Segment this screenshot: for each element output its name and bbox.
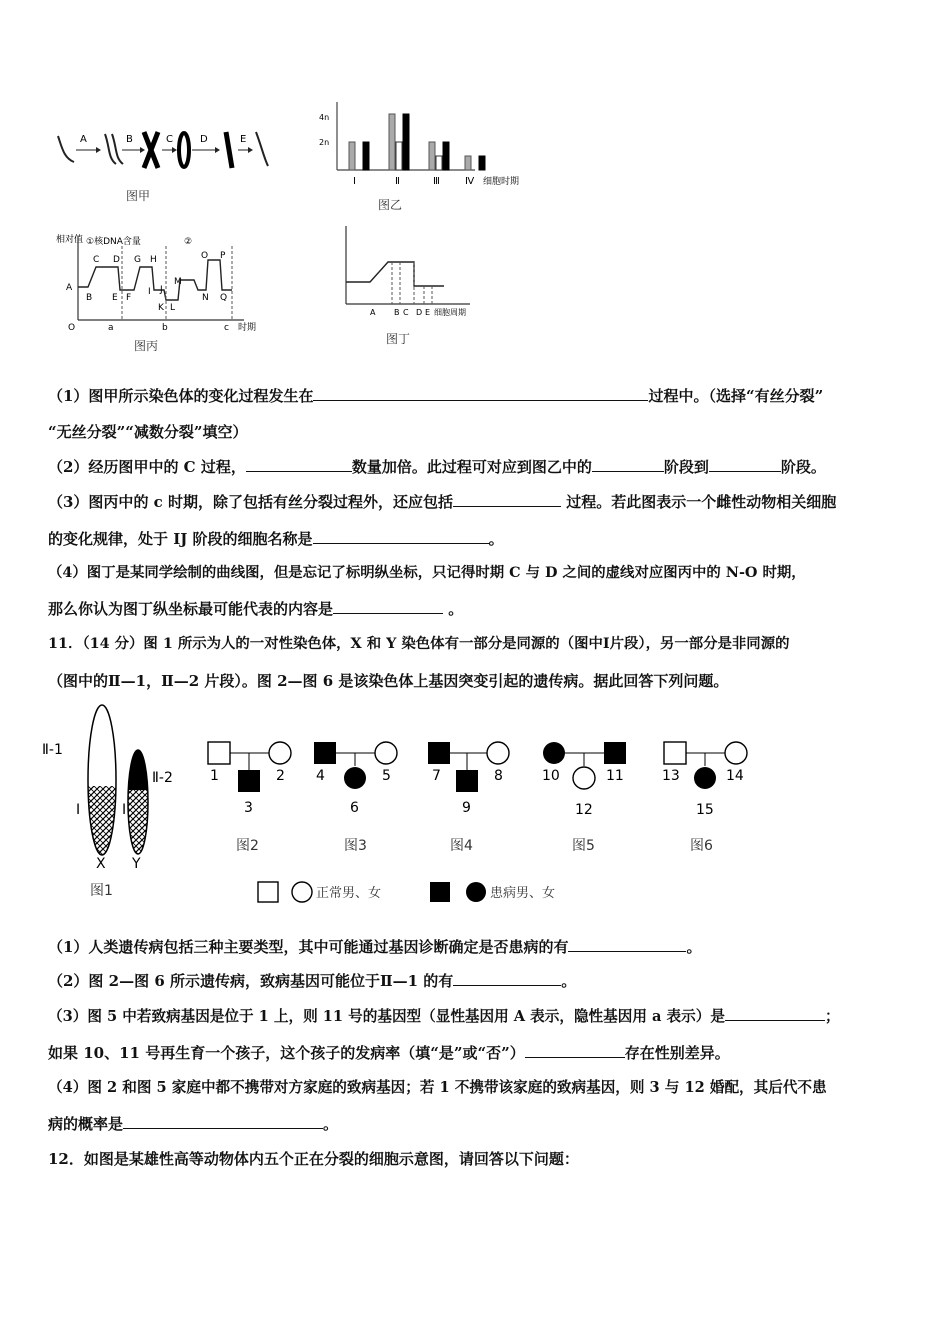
x-tick-3: Ⅲ xyxy=(433,176,440,187)
answer-blank-s3-1[interactable] xyxy=(725,1006,825,1021)
s1-line xyxy=(48,937,701,957)
figure-1 xyxy=(40,702,200,902)
bar-Ⅱ-b xyxy=(396,142,402,170)
p11-line2 xyxy=(48,671,728,691)
pedigree-legend xyxy=(254,878,594,908)
s4-text-a: （4）图 2 和图 5 家庭中都不携带对方家庭的致病基因；若 1 不携带该家庭的致病基因，则 3 与 12 婚配，其后代不患 xyxy=(48,1079,827,1096)
p11-text-b: （图中的Ⅱ—1，Ⅱ—2 片段）。图 2—图 6 是该染色体上基因突变引起的遗传病。据此回答下列问题。 xyxy=(48,672,729,690)
member-5: 5 xyxy=(382,768,391,784)
s2-text-a: （2）图 2—图 6 所示遗传病，致病基因可能位于Ⅱ—1 的有 xyxy=(48,972,454,990)
answer-blank-q3-2[interactable] xyxy=(313,529,489,544)
member-15: 15 xyxy=(696,802,714,818)
answer-blank-q1[interactable] xyxy=(313,386,648,401)
bar-Ⅱ-a xyxy=(389,114,395,170)
pt-Q: Q xyxy=(220,293,228,303)
line-chart-bing xyxy=(56,232,276,332)
caption-fig4: 图4 xyxy=(450,838,473,854)
x-mark-a: a xyxy=(108,323,114,332)
bar-chart-yi xyxy=(315,98,545,193)
pedigree-charts xyxy=(196,736,776,866)
q2-text-b: 数量加倍。此过程可对应到图乙中的 xyxy=(351,458,592,476)
x-tick-2: Ⅱ xyxy=(395,176,400,187)
caption-fig2: 图2 xyxy=(236,838,259,854)
caption-jia: 图甲 xyxy=(126,189,151,203)
member-3: 3 xyxy=(244,800,253,816)
x-mark-e: E xyxy=(425,308,431,317)
x-tick-1: Ⅰ xyxy=(353,176,356,187)
q3-text-a: （3）图丙中的 c 时期，除了包括有丝分裂过程外，还应包括 xyxy=(48,493,454,511)
x-mark-c: C xyxy=(403,308,409,317)
caption-yi: 图乙 xyxy=(378,198,403,212)
figure-bing xyxy=(56,232,276,332)
bar-Ⅲ-a xyxy=(429,142,435,170)
legend-normal: 正常男、女 xyxy=(316,886,382,901)
answer-blank-s1[interactable] xyxy=(568,937,686,952)
pedigrees xyxy=(196,736,776,866)
bar-Ⅲ-c xyxy=(443,142,449,170)
s4-line1 xyxy=(48,1078,827,1098)
p12-text: 12．如图是某雄性高等动物体内五个正在分裂的细胞示意图，请回答以下问题： xyxy=(48,1150,579,1168)
sex-chromosome-diagram xyxy=(40,702,200,902)
p11-line1 xyxy=(48,634,789,654)
q2-line xyxy=(48,457,826,477)
s1-text-a: （1）人类遗传病包括三种主要类型，其中可能通过基因诊断确定是否患病的有 xyxy=(48,938,569,956)
s3-text-c: 如果 10、11 号再生育一个孩子，这个孩子的发病率（填“是”或“否”） xyxy=(48,1044,525,1062)
label-i-y: Ⅰ xyxy=(122,802,127,818)
pt-F: F xyxy=(126,293,132,303)
member-8: 8 xyxy=(494,768,503,784)
pt-K: K xyxy=(158,303,164,313)
pedigree-fig6 xyxy=(662,742,747,854)
s3-line1 xyxy=(48,1006,840,1027)
x-mark-b: b xyxy=(162,323,168,332)
label-ii-2: Ⅱ-2 xyxy=(152,770,173,786)
bar-Ⅳ-c xyxy=(479,156,485,170)
q1-line1 xyxy=(48,386,823,406)
label-ii-1: Ⅱ-1 xyxy=(42,742,63,758)
q4-line1 xyxy=(48,563,806,583)
member-9: 9 xyxy=(462,800,471,816)
legend-svg xyxy=(254,878,594,908)
member-14: 14 xyxy=(726,768,744,784)
line-chart-ding xyxy=(340,222,500,322)
q2-text-c: 阶段到 xyxy=(663,458,709,476)
x-axis-label: 细胞时期 xyxy=(483,177,520,187)
q3-text-b: 过程。若此图表示一个雌性动物相关细胞 xyxy=(561,493,837,511)
pt-H: H xyxy=(150,255,157,265)
s3-text-a: （3）图 5 中若致病基因是位于 1 上，则 11 号的基因型（显性基因用 A 表示，隐性基因用 a 表示）是 xyxy=(48,1008,725,1025)
x-axis-label: 细胞周期 xyxy=(434,308,466,317)
q4-text-b: 那么你认为图丁纵坐标最可能代表的内容是 xyxy=(48,600,334,618)
q4-text-c: 。 xyxy=(443,600,464,618)
q2-text-d: 阶段。 xyxy=(780,458,826,476)
pedigree-fig2 xyxy=(208,742,291,854)
label-b: B xyxy=(126,134,133,145)
bar-Ⅳ-a xyxy=(465,156,471,170)
member-12: 12 xyxy=(575,802,593,818)
q1-text-c: “无丝分裂”“减数分裂”填空） xyxy=(48,423,248,441)
answer-blank-q2-2[interactable] xyxy=(592,457,664,472)
x-axis-label: 时期 xyxy=(238,323,257,332)
caption-fig6: 图6 xyxy=(690,838,713,854)
pt-N: N xyxy=(202,293,209,303)
label-d: D xyxy=(200,134,208,145)
q1-text-b: 过程中。（选择“有丝分裂” xyxy=(648,387,824,405)
q3-line2 xyxy=(48,529,504,549)
answer-blank-q4[interactable] xyxy=(333,599,443,614)
figure-ding xyxy=(340,222,500,322)
pt-C: C xyxy=(93,255,100,265)
pt-L: L xyxy=(170,303,176,313)
bar-Ⅲ-b xyxy=(436,156,442,170)
q1-text-a: （1）图甲所示染色体的变化过程发生在 xyxy=(48,387,314,405)
caption-bing: 图丙 xyxy=(134,339,159,353)
s4-line2 xyxy=(48,1114,338,1134)
member-2: 2 xyxy=(276,768,285,784)
pt-G: G xyxy=(134,255,141,265)
bar-Ⅱ-c xyxy=(403,114,409,170)
x-mark-a: A xyxy=(370,308,376,317)
s3-text-d: 存在性别差异。 xyxy=(624,1044,730,1062)
member-1: 1 xyxy=(210,768,219,784)
answer-blank-q2-3[interactable] xyxy=(709,457,781,472)
pt-O: O xyxy=(201,251,209,261)
legend-affected: 患病男、女 xyxy=(490,886,556,901)
answer-blank-q3-1[interactable] xyxy=(453,492,561,507)
member-7: 7 xyxy=(432,768,441,784)
answer-blank-q2-1[interactable] xyxy=(246,457,352,472)
part2-label: ② xyxy=(184,237,193,247)
label-y: Y xyxy=(132,856,141,872)
q4-text-a: （4）图丁是某同学绘制的曲线图，但是忘记了标明纵坐标，只记得时期 C 与 D 之间的虚线对应图丙中的 N-O 时期， xyxy=(48,564,806,581)
member-10: 10 xyxy=(542,768,560,784)
answer-blank-s3-2[interactable] xyxy=(525,1043,625,1058)
pt-P: P xyxy=(220,251,226,261)
caption-fig3: 图3 xyxy=(344,838,367,854)
bar-Ⅰ-c xyxy=(363,142,369,170)
chromosome-change-diagram xyxy=(50,118,280,208)
bar-Ⅰ-a xyxy=(349,142,355,170)
answer-blank-s4[interactable] xyxy=(123,1114,323,1129)
s4-text-c: 。 xyxy=(323,1115,339,1133)
pt-B: B xyxy=(86,293,93,303)
y-label: 相对值 xyxy=(56,235,84,245)
part1-label: ①核DNA含量 xyxy=(86,237,141,247)
q1-line2 xyxy=(48,422,248,442)
pt-D: D xyxy=(113,255,120,265)
s1-text-b: 。 xyxy=(686,938,702,956)
p12-line xyxy=(48,1149,579,1169)
q3-text-c: 的变化规律，处于 IJ 阶段的细胞名称是 xyxy=(48,530,313,548)
answer-blank-s2[interactable] xyxy=(453,971,561,986)
member-6: 6 xyxy=(350,800,359,816)
pt-E: E xyxy=(112,293,118,303)
figure-jia xyxy=(50,118,280,208)
y-tick-2n: 2n xyxy=(319,138,330,147)
label-x: X xyxy=(96,856,106,872)
q4-line2 xyxy=(48,599,463,619)
x-mark-o: O xyxy=(68,323,76,332)
p11-text-a: 11．（14 分）图 1 所示为人的一对性染色体，X 和 Y 染色体有一部分是同源的（图中Ⅰ片段），另一部分是非同源的 xyxy=(48,635,790,652)
label-c: C xyxy=(166,134,173,145)
pedigree-fig4 xyxy=(428,742,509,854)
x-mark-d: D xyxy=(416,308,423,317)
pt-I: I xyxy=(148,287,151,297)
x-tick-4: Ⅳ xyxy=(465,176,475,187)
q2-text-a: （2）经历图甲中的 C 过程， xyxy=(48,458,246,476)
y-tick-4n: 4n xyxy=(319,113,330,122)
figure-yi xyxy=(315,98,545,193)
caption-ding: 图丁 xyxy=(386,332,411,346)
s3-line2 xyxy=(48,1043,730,1063)
member-11: 11 xyxy=(606,768,624,784)
label-i-x: Ⅰ xyxy=(76,802,81,818)
s3-text-b: ； xyxy=(824,1008,840,1025)
s2-line xyxy=(48,971,576,991)
pt-J: J xyxy=(160,285,163,295)
caption-fig1: 图1 xyxy=(90,883,113,899)
q3-text-d: 。 xyxy=(488,530,504,548)
x-mark-c: c xyxy=(224,323,229,332)
x-mark-b: B xyxy=(394,308,400,317)
member-13: 13 xyxy=(662,768,680,784)
pedigree-fig5 xyxy=(542,742,626,854)
member-4: 4 xyxy=(316,768,325,784)
pedigree-fig3 xyxy=(314,742,397,854)
pt-A: A xyxy=(66,283,73,293)
pt-M: M xyxy=(174,277,182,287)
label-e: E xyxy=(240,134,247,145)
s2-text-b: 。 xyxy=(561,972,577,990)
s4-text-b: 病的概率是 xyxy=(48,1115,124,1133)
label-a: A xyxy=(80,134,87,145)
caption-fig5: 图5 xyxy=(572,838,595,854)
q3-line1 xyxy=(48,492,836,512)
